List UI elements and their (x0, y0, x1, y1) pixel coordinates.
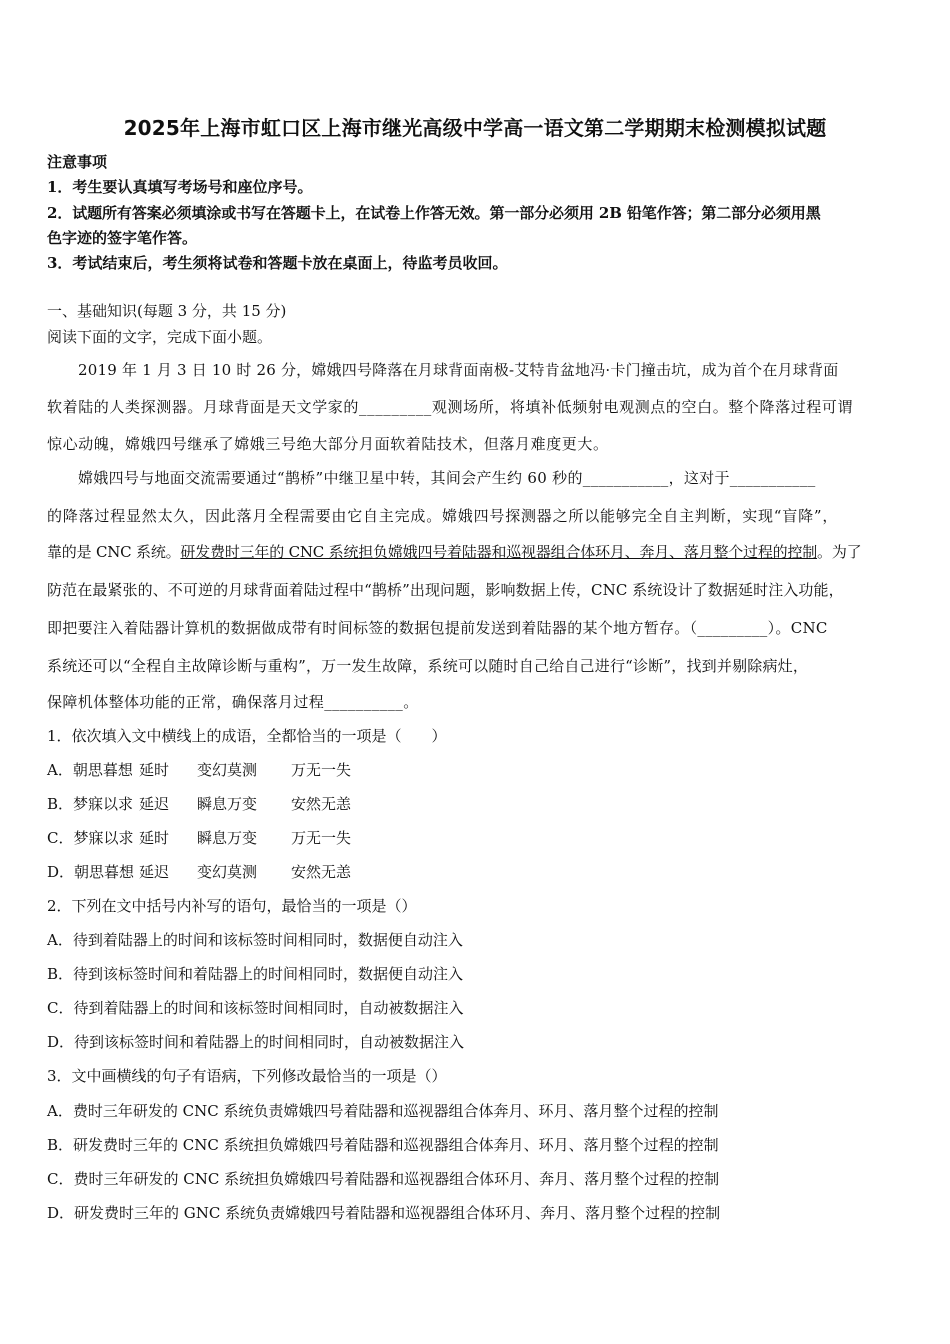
q3-option-d[interactable]: D．研发费时三年的 GNC 系统负责嫦娥四号着陆器和巡视器组合体环月、奔月、落月整个过程的控制 (47, 1204, 721, 1222)
q3-option-c[interactable]: C．费时三年研发的 CNC 系统担负嫦娥四号着陆器和巡视器组合体环月、奔月、落月整个过程的控制 (47, 1170, 720, 1188)
q1-option-b[interactable]: B．梦寐以求 延迟 瞬息万变 安然无恙 (47, 795, 352, 813)
q2-option-c[interactable]: C．待到着陆器上的时间和该标签时间相同时，自动被数据注入 (47, 999, 464, 1017)
notice-item-2a: 2．试题所有答案必须填涂或书写在答题卡上，在试卷上作答无效。第一部分必须用 2B 铅笔作答；第二部分必须用黑 (47, 204, 821, 222)
notice-item-3: 3．考试结束后，考生须将试卷和答题卡放在桌面上，待监考员收回。 (47, 254, 508, 272)
q1-option-c[interactable]: C．梦寐以求 延时 瞬息万变 万无一失 (47, 829, 352, 847)
section-heading: 一、基础知识(每题 3 分，共 15 分) (47, 302, 287, 320)
q3-option-a[interactable]: A．费时三年研发的 CNC 系统负责嫦娥四号着陆器和巡视器组合体奔月、环月、落月整个过程的控制 (47, 1102, 719, 1120)
page-title: 2025年上海市虹口区上海市继光高级中学高一语文第二学期期末检测模拟试题 (123, 116, 827, 140)
passage-line-7: 防范在最紧张的、不可逆的月球背面着陆过程中“鹊桥”出现问题，影响数据上传，CNC 系统设计了数据延时注入功能， (47, 581, 844, 599)
passage-line-10: 保障机体整体功能的正常，确保落月过程__________。 (47, 693, 419, 711)
passage-line-6-end: 。为了 (817, 543, 862, 561)
notice-heading: 注意事项 (47, 153, 108, 171)
q2-stem: 2．下列在文中括号内补写的语句，最恰当的一项是（） (47, 897, 417, 915)
q1-option-d[interactable]: D．朝思暮想 延迟 变幻莫测 安然无恙 (47, 863, 352, 881)
q1-option-a[interactable]: A．朝思暮想 延时 变幻莫测 万无一失 (47, 761, 352, 779)
notice-item-1: 1．考生要认真填写考场号和座位序号。 (47, 178, 313, 196)
q3-stem: 3．文中画横线的句子有语病，下列修改最恰当的一项是（） (47, 1067, 447, 1085)
passage-line-4: 嫦娥四号与地面交流需要通过“鹊桥”中继卫星中转，其间会产生约 60 秒的___________，这对于___________ (78, 469, 816, 487)
passage-line-3: 惊心动魄，嫦娥四号继承了嫦娥三号绝大部分月面软着陆技术，但落月难度更大。 (47, 435, 609, 453)
section-intro: 阅读下面的文字，完成下面小题。 (47, 328, 273, 346)
q1-stem: 1．依次填入文中横线上的成语，全都恰当的一项是（ ） (47, 727, 447, 745)
q3-option-b[interactable]: B．研发费时三年的 CNC 系统担负嫦娥四号着陆器和巡视器组合体奔月、环月、落月整个过程的控制 (47, 1136, 719, 1154)
passage-line-9: 系统还可以“全程自主故障诊断与重构”，万一发生故障，系统可以随时自己给自己进行“诊断”，找到并剔除病灶， (47, 657, 809, 675)
passage-line-2: 软着陆的人类探测器。月球背面是天文学家的_________观测场所，将填补低频射电观测点的空白。整个降落过程可谓 (47, 398, 854, 416)
passage-line-5: 的降落过程显然太久，因此落月全程需要由它自主完成。嫦娥四号探测器之所以能够完全自主判断，实现“盲降”， (47, 507, 839, 525)
passage-line-8: 即把要注入着陆器计算机的数据做成带有时间标签的数据包提前发送到着陆器的某个地方暂存。（_________）。CNC (47, 619, 828, 637)
q2-option-a[interactable]: A．待到着陆器上的时间和该标签时间相同时，数据便自动注入 (47, 931, 463, 949)
notice-item-2b: 色字迹的签字笔作答。 (47, 229, 198, 247)
passage-line-6-start: 靠的是 CNC 系统。 (47, 543, 181, 561)
passage-line-6 (47, 542, 861, 562)
q2-option-b[interactable]: B．待到该标签时间和着陆器上的时间相同时，数据便自动注入 (47, 965, 464, 983)
passage-line-1: 2019 年 1 月 3 日 10 时 26 分，嫦娥四号降落在月球背面南极-艾特肯盆地冯·卡门撞击坑，成为首个在月球背面 (78, 361, 839, 379)
q2-option-d[interactable]: D．待到该标签时间和着陆器上的时间相同时，自动被数据注入 (47, 1033, 465, 1051)
underlined-sentence: 研发费时三年的 CNC 系统担负嫦娥四号着陆器和巡视器组合体环月、奔月、落月整个过程的控制 (180, 543, 818, 561)
